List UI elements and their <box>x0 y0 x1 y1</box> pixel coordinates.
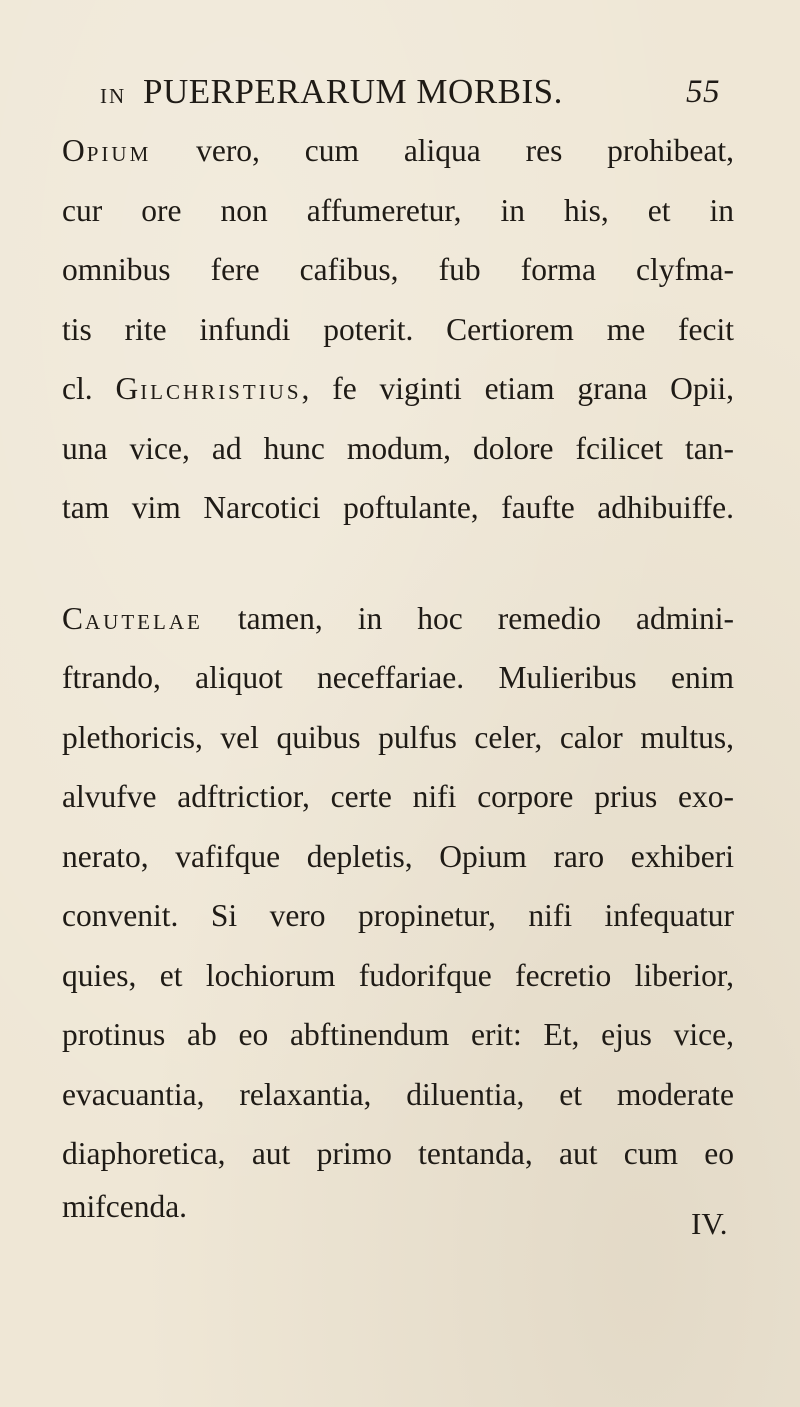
text-line: mifcenda. <box>62 1189 188 1224</box>
text-line: tis rite infundi poterit. Certiorem me fecit <box>62 312 734 347</box>
text-line <box>62 599 734 639</box>
text-line: evacuantia, relaxantia, diluentia, et moderate <box>62 1077 734 1112</box>
running-head-prefix: IN <box>100 84 127 108</box>
page-number: 55 <box>686 74 720 110</box>
text-line: protinus ab eo abftinendum erit: Et, ejus vice, <box>62 1017 734 1052</box>
running-head <box>100 72 720 118</box>
text-line <box>62 131 734 171</box>
name-small-caps: ILCHRISTIUS <box>140 380 302 404</box>
text-line: quies, et lochiorum fudorifque fecretio liberior, <box>62 958 734 993</box>
running-head-title: PUERPERARUM MORBIS. <box>143 72 563 111</box>
lead-initial: O <box>62 133 87 168</box>
text-line: alvufve adftrictior, certe nifi corpore prius exo- <box>62 779 734 814</box>
catchword: IV. <box>691 1206 728 1241</box>
line-text: tamen, in hoc remedio admini- <box>202 601 734 636</box>
text-line: tam vim Narcotici poftulante, faufte adhibuiffe. <box>62 490 734 525</box>
text-line: plethoricis, vel quibus pulfus celer, calor multus, <box>62 720 734 755</box>
text-line: diaphoretica, aut primo tentanda, aut cum eo <box>62 1136 734 1171</box>
lead-small-caps: PIUM <box>86 142 152 166</box>
line-text: vero, cum aliqua res prohibeat, <box>151 133 734 168</box>
lead-small-caps: AUTELAE <box>85 610 203 634</box>
text-line: convenit. Si vero propinetur, nifi infequatur <box>62 898 734 933</box>
text-line: omnibus fere cafibus, fub forma clyfma- <box>62 252 734 287</box>
text-line: nerato, vafifque depletis, Opium raro exhiberi <box>62 839 734 874</box>
text-line <box>62 369 734 409</box>
text-line: ftrando, aliquot neceffariae. Mulieribus enim <box>62 660 734 695</box>
name-initial: G <box>115 371 141 406</box>
line-text: cl. <box>62 371 116 406</box>
text-line: una vice, ad hunc modum, dolore fcilicet tan- <box>62 431 734 466</box>
line-text: , fe viginti etiam grana Opii, <box>301 371 735 406</box>
text-line: cur ore non affumeretur, in his, et in <box>62 193 734 228</box>
lead-initial: C <box>62 601 86 636</box>
